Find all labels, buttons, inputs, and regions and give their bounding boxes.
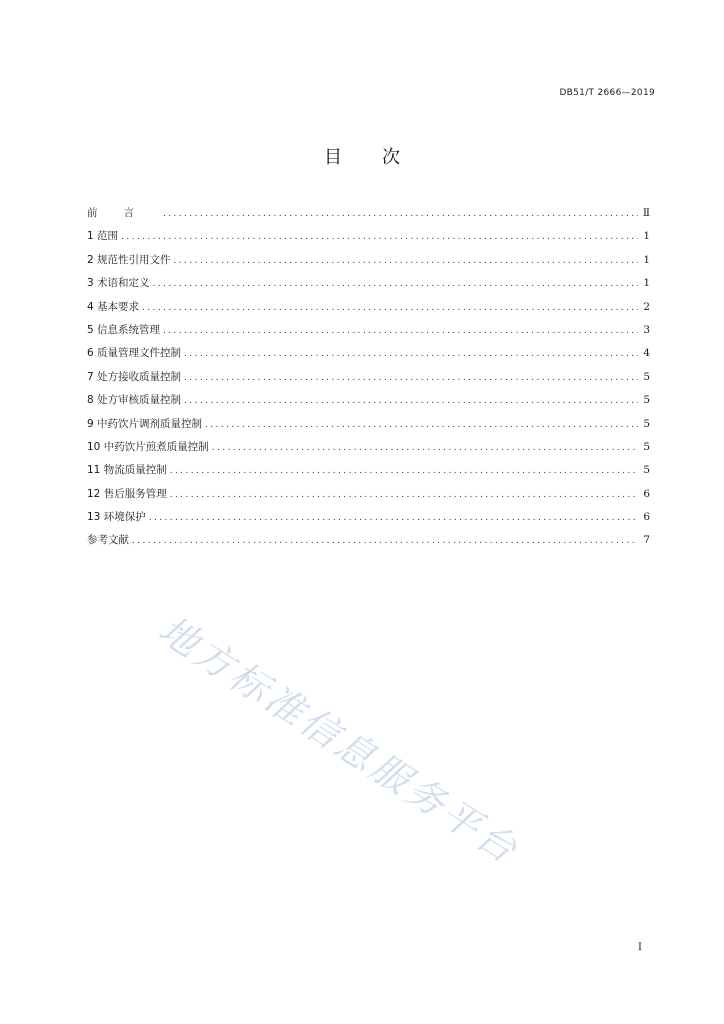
toc-entry-page: 5	[643, 370, 650, 383]
page-title: 目次	[324, 147, 440, 168]
toc-entry-dispensing[interactable]	[87, 413, 650, 436]
toc-entry-label: 12 售后服务管理	[87, 487, 167, 500]
toc-entry-label: 13 环境保护	[87, 511, 146, 524]
toc-entry-label: 3 术语和定义	[87, 277, 150, 290]
toc-entry-label: 6 质量管理文件控制	[87, 347, 182, 360]
toc-entry-page: 5	[643, 394, 650, 407]
toc-entry-label: 2 规范性引用文件	[87, 253, 171, 266]
page-number: I	[638, 942, 642, 953]
table-of-contents	[87, 202, 650, 553]
toc-leader-dots	[163, 203, 638, 226]
toc-entry-label: 7 处方接收质量控制	[87, 370, 182, 383]
toc-entry-normative-references[interactable]	[87, 249, 650, 272]
toc-entry-page: 1	[643, 253, 650, 266]
toc-leader-dots	[121, 226, 638, 249]
toc-entry-page: 7	[643, 534, 650, 547]
watermark-text: 地方标准信息服务平台	[151, 607, 528, 874]
toc-entry-after-sales[interactable]	[87, 483, 650, 506]
toc-entry-basic-requirements[interactable]	[87, 296, 650, 319]
toc-leader-dots	[205, 414, 638, 437]
toc-leader-dots	[153, 273, 638, 296]
toc-entry-page: Ⅱ	[642, 207, 650, 219]
toc-entry-terms-definitions[interactable]	[87, 272, 650, 295]
toc-leader-dots	[184, 390, 638, 413]
toc-entry-label: 10 中药饮片煎煮质量控制	[87, 440, 209, 453]
toc-entry-label: 5 信息系统管理	[87, 323, 161, 336]
toc-entry-prescription-review[interactable]	[87, 389, 650, 412]
toc-entry-label: 8 处方审核质量控制	[87, 394, 182, 407]
toc-entry-page: 5	[643, 464, 650, 477]
toc-leader-dots	[132, 530, 638, 553]
toc-entry-scope[interactable]	[87, 225, 650, 248]
toc-entry-page: 6	[643, 487, 650, 500]
toc-leader-dots	[142, 297, 638, 320]
toc-entry-label: 1 范围	[87, 230, 119, 243]
toc-leader-dots	[212, 437, 638, 460]
toc-entry-label: 前言	[87, 207, 160, 219]
toc-leader-dots	[149, 507, 638, 530]
toc-entry-page: 1	[643, 277, 650, 290]
toc-leader-dots	[170, 460, 638, 483]
toc-entry-page: 4	[643, 347, 650, 360]
toc-entry-page: 5	[643, 417, 650, 430]
toc-entry-decoction[interactable]	[87, 436, 650, 459]
toc-entry-label: 4 基本要求	[87, 300, 140, 313]
toc-entry-label: 11 物流质量控制	[87, 464, 167, 477]
toc-entry-label: 9 中药饮片调剂质量控制	[87, 417, 203, 430]
toc-entry-bibliography[interactable]	[87, 529, 650, 552]
toc-leader-dots	[184, 343, 638, 366]
toc-entry-prescription-receipt[interactable]	[87, 366, 650, 389]
standard-code: DB51/T 2666—2019	[559, 88, 655, 98]
toc-entry-page: 2	[643, 300, 650, 313]
toc-leader-dots	[184, 367, 638, 390]
toc-entry-page: 3	[643, 323, 650, 336]
toc-leader-dots	[163, 320, 638, 343]
toc-entry-logistics[interactable]	[87, 459, 650, 482]
toc-entry-foreword[interactable]	[87, 202, 650, 225]
toc-entry-page: 6	[643, 511, 650, 524]
toc-entry-label: 参考文献	[87, 534, 129, 547]
toc-entry-environment[interactable]	[87, 506, 650, 529]
toc-entry-information-system[interactable]	[87, 319, 650, 342]
toc-entry-page: 1	[643, 230, 650, 243]
toc-entry-quality-documents[interactable]	[87, 342, 650, 365]
toc-entry-page: 5	[643, 440, 650, 453]
toc-leader-dots	[174, 250, 638, 273]
toc-leader-dots	[170, 484, 638, 507]
